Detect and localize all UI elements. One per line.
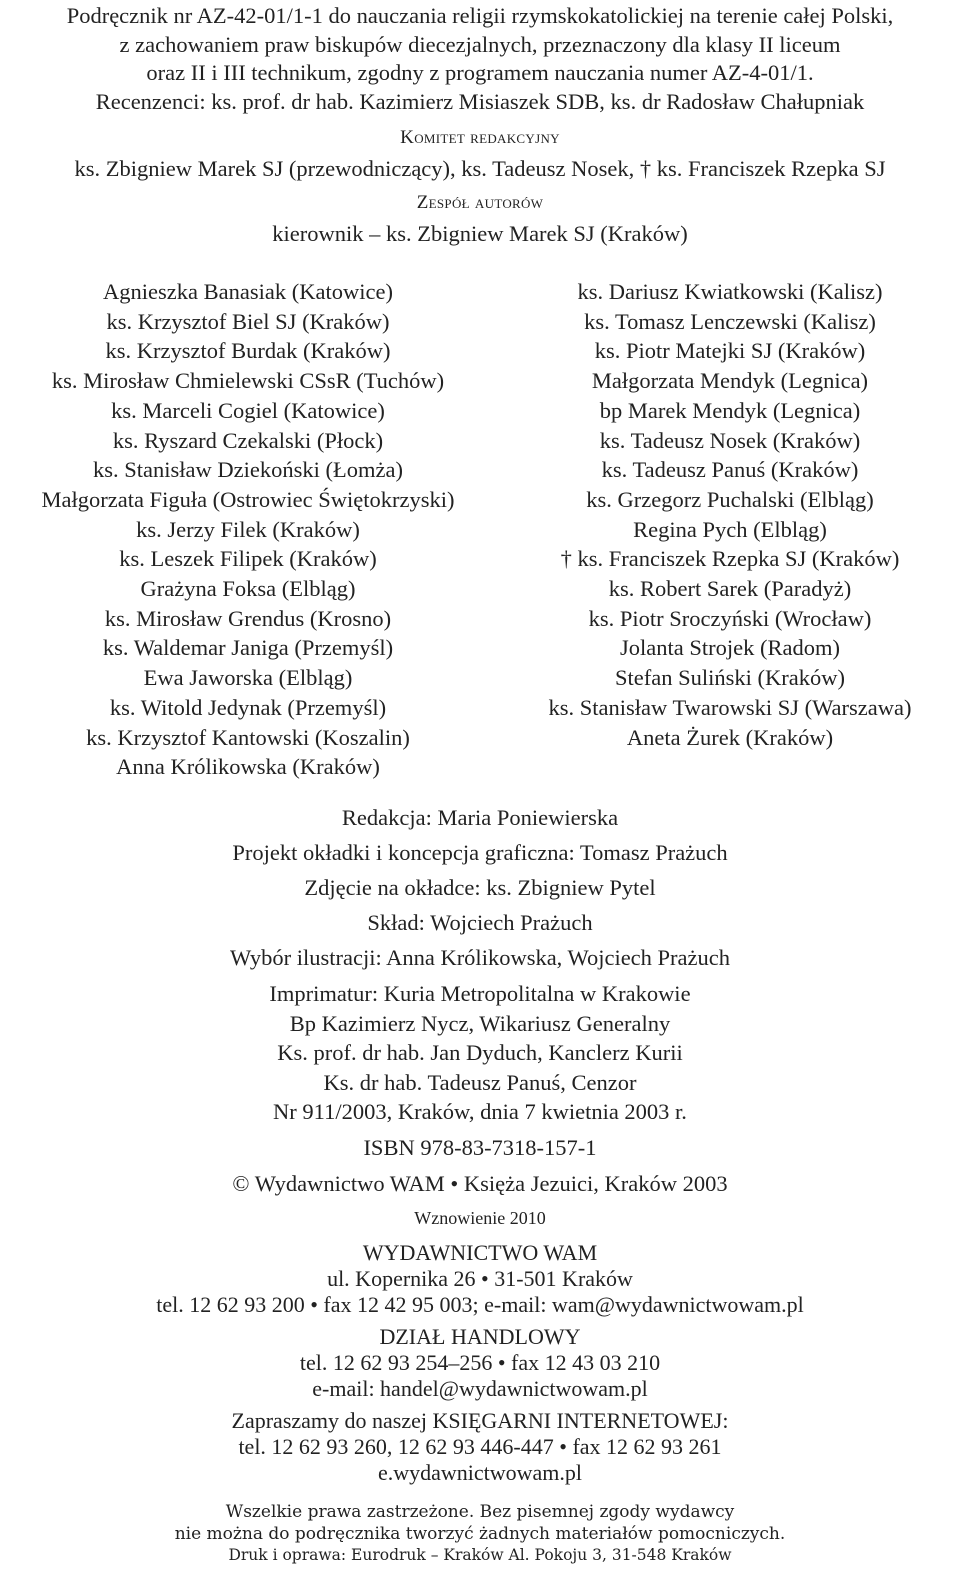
cover-credit: Projekt okładki i koncepcja graficzna: Tomasz Prażuch <box>232 840 728 865</box>
author-item: ks. Tomasz Lenczewski (Kalisz) <box>584 308 876 334</box>
author-item: ks. Grzegorz Puchalski (Elbląg) <box>586 486 874 512</box>
author-item: Regina Pych (Elbląg) <box>633 516 827 542</box>
authors-heading: Zespół autorów <box>416 192 544 213</box>
approval-line-1: Podręcznik nr AZ-42-01/1-1 do nauczania religii rzymskokatolickiej na terenie całej Polski, <box>66 3 894 28</box>
author-item: Anna Królikowska (Kraków) <box>116 754 380 780</box>
author-item: ks. Marceli Cogiel (Katowice) <box>111 397 385 423</box>
author-item: ks. Robert Sarek (Paradyż) <box>608 576 852 602</box>
author-item: ks. Leszek Filipek (Kraków) <box>119 546 377 572</box>
rights-line-1: Wszelkie prawa zastrzeżone. Bez pisemnej zgody wydawcy <box>225 1502 735 1522</box>
author-item: ks. Jerzy Filek (Kraków) <box>136 516 360 542</box>
author-item: ks. Stanisław Twarowski SJ (Warszawa) <box>548 694 912 720</box>
author-item: ks. Ryszard Czekalski (Płock) <box>112 427 384 453</box>
author-item: Jolanta Strojek (Radom) <box>620 635 840 661</box>
author-item: ks. Krzysztof Kantowski (Koszalin) <box>86 724 410 750</box>
author-item: ks. Piotr Sroczyński (Wrocław) <box>588 605 872 631</box>
imprimatur-line: Nr 911/2003, Kraków, dnia 7 kwietnia 2003 r. <box>273 1099 687 1124</box>
editor-credit: Redakcja: Maria Poniewierska <box>341 805 619 830</box>
author-item: bp Marek Mendyk (Legnica) <box>599 397 861 423</box>
imprimatur-line: Bp Kazimierz Nycz, Wikariusz Generalny <box>289 1010 671 1036</box>
author-item: ks. Mirosław Grendus (Krosno) <box>104 605 392 631</box>
credits-block <box>0 800 960 1233</box>
author-item: Agnieszka Banasiak (Katowice) <box>103 279 393 304</box>
legal-notice <box>0 1501 960 1565</box>
publisher-contact: tel. 12 62 93 200 • fax 12 42 95 003; e-mail: wam@wydawnictwowam.pl <box>156 1292 804 1317</box>
imprimatur-line: Ks. prof. dr hab. Jan Dyduch, Kanclerz Kurii <box>277 1040 683 1065</box>
author-item: ks. Krzysztof Burdak (Kraków) <box>105 338 391 364</box>
shop-url: e.wydawnictwowam.pl <box>377 1460 583 1485</box>
photo-credit: Zdjęcie na okładce: ks. Zbigniew Pytel <box>304 875 656 900</box>
author-item: ks. Stanisław Dziekoński (Łomża) <box>93 457 403 483</box>
publisher-address: ul. Kopernika 26 • 31-501 Kraków <box>327 1266 633 1291</box>
shop-invite: Zapraszamy do naszej KSIĘGARNI INTERNETOWEJ: <box>231 1408 729 1433</box>
publisher-block <box>0 1240 960 1486</box>
author-item: ks. Krzysztof Biel SJ (Kraków) <box>106 308 390 334</box>
author-item: ks. Piotr Matejki SJ (Kraków) <box>594 338 866 364</box>
copyright: © Wydawnictwo WAM • Księża Jezuici, Kraków 2003 <box>232 1170 728 1196</box>
author-item: Grażyna Foksa (Elbląg) <box>140 576 356 602</box>
approval-line-2: z zachowaniem praw biskupów diecezjalnych, przeznaczony dla klasy II liceum <box>119 31 841 57</box>
reviewers-line: Recenzenci: ks. prof. dr hab. Kazimierz Misiaszek SDB, ks. dr Radosław Chałupniak <box>95 88 865 114</box>
authors-column-left <box>0 277 496 782</box>
imprimatur-block <box>0 979 960 1127</box>
shop-phone: tel. 12 62 93 260, 12 62 93 446-447 • fax 12 62 93 261 <box>238 1434 722 1459</box>
isbn: ISBN 978-83-7318-157-1 <box>363 1134 597 1160</box>
sales-email: e-mail: handel@wydawnictwowam.pl <box>312 1376 648 1401</box>
author-item: Stefan Suliński (Kraków) <box>615 665 845 691</box>
header-block <box>0 2 960 248</box>
author-item: ks. Tadeusz Panuś (Kraków) <box>601 457 859 483</box>
reissue-note: Wznowienie 2010 <box>414 1207 546 1228</box>
printer-line: Druk i oprawa: Eurodruk – Kraków Al. Pokoju 3, 31-548 Kraków <box>228 1546 732 1564</box>
imprimatur-line: Imprimatur: Kuria Metropolitalna w Krakowie <box>269 981 691 1006</box>
author-item: † ks. Franciszek Rzepka SJ (Kraków) <box>560 546 900 572</box>
sales-phone: tel. 12 62 93 254–256 • fax 12 43 03 210 <box>299 1350 661 1375</box>
sales-heading: DZIAŁ HANDLOWY <box>379 1324 581 1349</box>
author-item: ks. Tadeusz Nosek (Kraków) <box>599 427 861 453</box>
authors-column-right <box>520 277 940 752</box>
publisher-name: WYDAWNICTWO WAM <box>362 1240 598 1265</box>
author-item: ks. Waldemar Janiga (Przemyśl) <box>102 635 394 661</box>
author-item: ks. Dariusz Kwiatkowski (Kalisz) <box>577 279 883 304</box>
author-item: Małgorzata Mendyk (Legnica) <box>591 368 869 394</box>
author-item: ks. Mirosław Chmielewski CSsR (Tuchów) <box>51 368 445 394</box>
committee-members: ks. Zbigniew Marek SJ (przewodniczący), ks. Tadeusz Nosek, † ks. Franciszek Rzepka SJ <box>74 155 886 181</box>
author-item: ks. Witold Jedynak (Przemyśl) <box>109 694 387 720</box>
approval-line-3: oraz II i III technikum, zgodny z programem nauczania numer AZ-4-01/1. <box>146 60 814 85</box>
author-item: Aneta Żurek (Kraków) <box>626 724 834 750</box>
illustrations-credit: Wybór ilustracji: Anna Królikowska, Wojciech Prażuch <box>229 945 731 970</box>
typesetting-credit: Skład: Wojciech Prażuch <box>367 910 593 935</box>
rights-line-2: nie można do podręcznika tworzyć żadnych materiałów pomocniczych. <box>174 1524 786 1544</box>
author-item: Małgorzata Figuła (Ostrowiec Świętokrzyski) <box>41 486 455 512</box>
committee-heading: Komitet redakcyjny <box>400 127 560 148</box>
authors-leader: kierownik – ks. Zbigniew Marek SJ (Kraków) <box>272 220 688 246</box>
author-item: Ewa Jaworska (Elbląg) <box>143 665 353 691</box>
imprimatur-line: Ks. dr hab. Tadeusz Panuś, Cenzor <box>323 1069 637 1095</box>
